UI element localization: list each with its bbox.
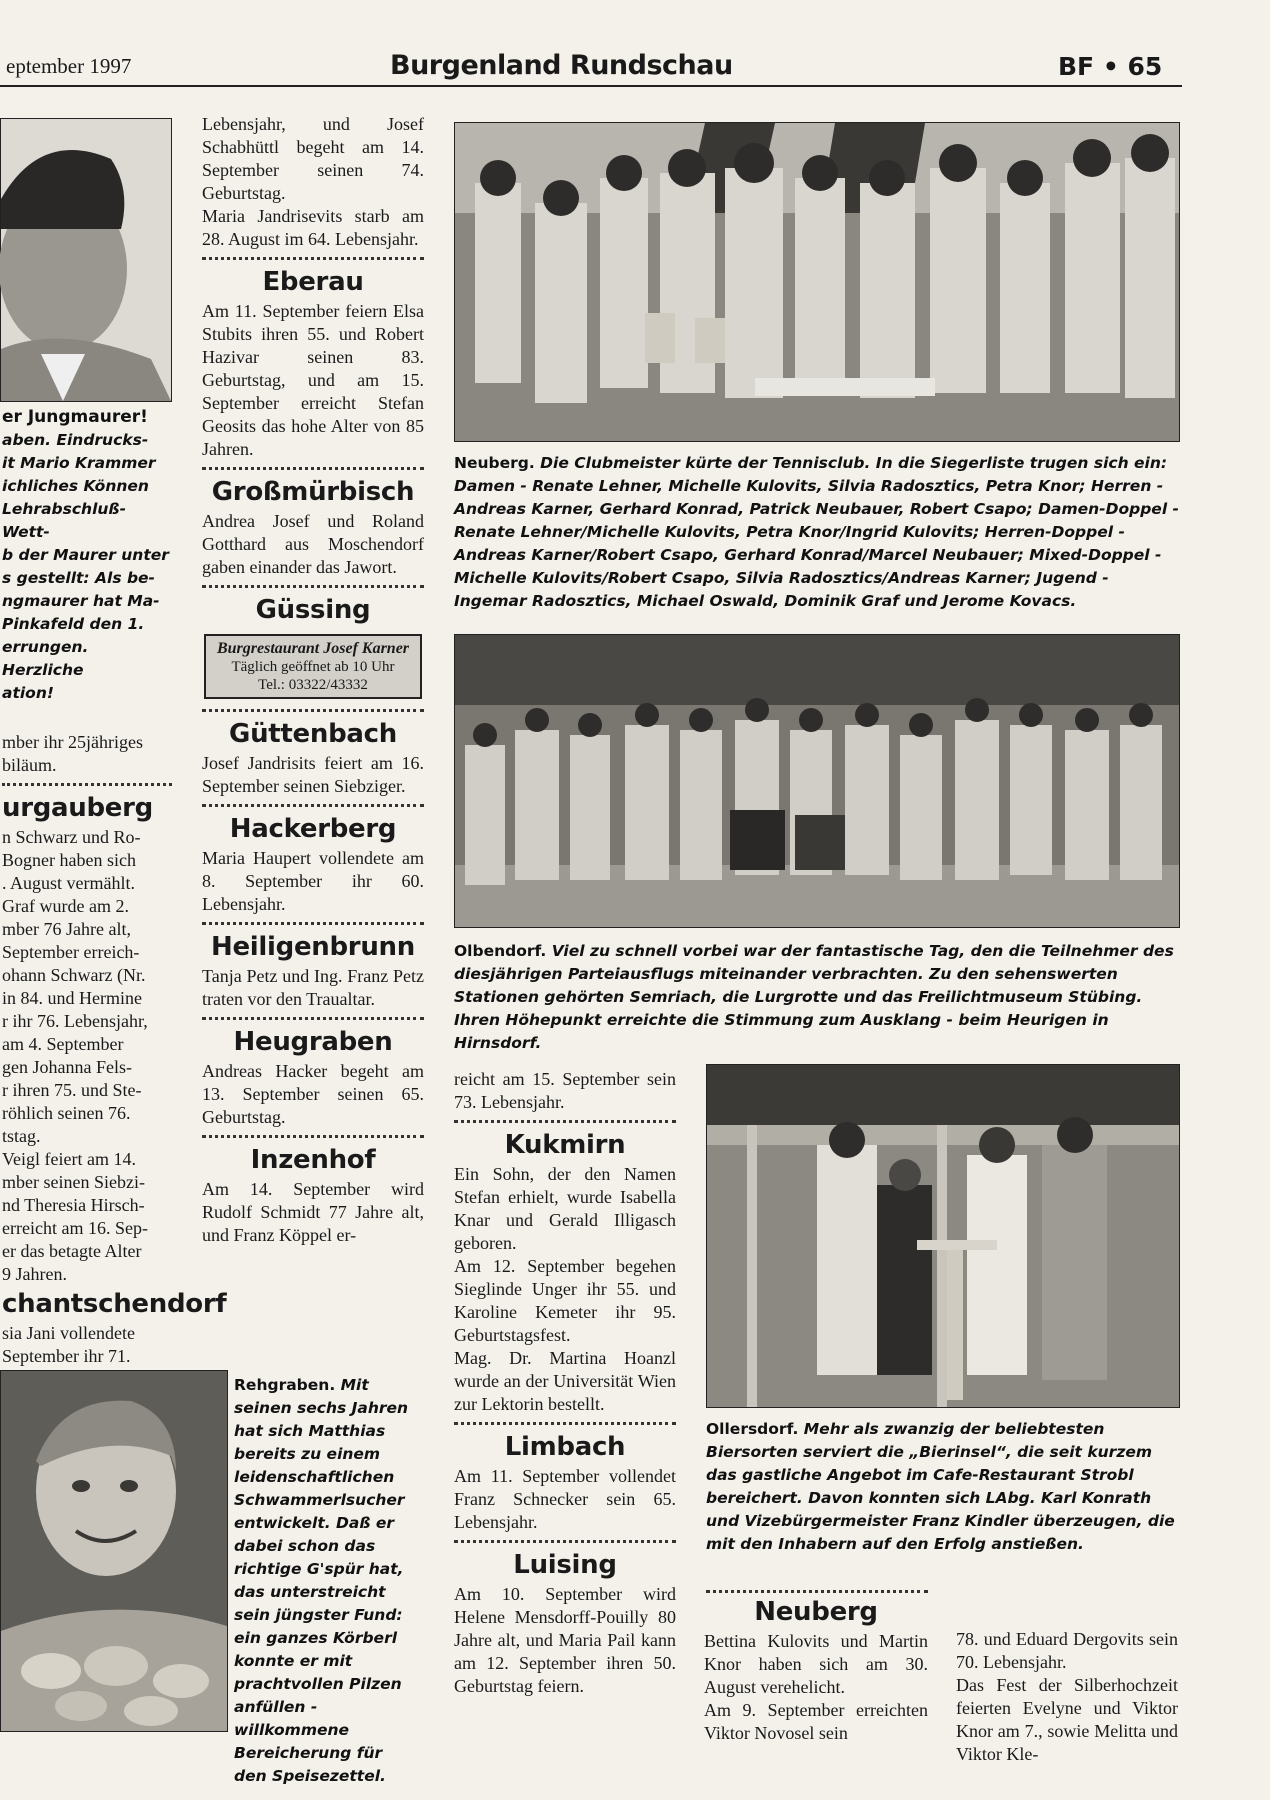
- divider: [2, 783, 172, 786]
- heading-heiligenbrunn: Heiligenbrunn: [211, 932, 415, 962]
- divider: [202, 709, 424, 712]
- text-inzenhof: Am 14. September wird Rudolf Schmidt 77 Jahre alt, und Franz Köppel er-: [202, 1179, 424, 1245]
- page-number: BF • 65: [1058, 52, 1163, 81]
- text-neuberg-d: Das Fest der Silberhochzeit feierten Evelyne und Viktor Knor am 7., sowie Melitta und Viktor Kle-: [956, 1675, 1178, 1764]
- heading-hackerberg: Hackerberg: [229, 814, 397, 844]
- divider: [202, 467, 424, 470]
- col3-intro: reicht am 15. September sein 73. Lebensjahr.: [454, 1069, 676, 1112]
- ad-hours: Täglich geöffnet ab 10 Uhr: [231, 659, 395, 675]
- text-kukmirn-3: Mag. Dr. Martina Hoanzl wurde an der Universität Wien zur Lektorin bestellt.: [454, 1348, 676, 1414]
- col2-intro-2: Maria Jandrisevits starb am 28. August im 64. Lebensjahr.: [202, 206, 424, 249]
- left-fragment-2: n Schwarz und Ro- Bogner haben sich . August vermählt. Graf wurde am 2. mber 76 Jahre alt, September erreich- ohann Schwarz (Nr. in 84. und Hermine r ihr 76. Lebensjahr, am 4. September gen Johanna Fels- r ihren 75. und Ste- röhlich seinen 76. tstag. Veigl feiert am 14. mber seinen Siebzi- nd Theresia Hirsch- erreicht am 16. Sep- er das betagte Alter 9 Jahren.: [2, 827, 148, 1284]
- text-guettenbach: Josef Jandrisits feiert am 16. September seinen Siebziger.: [202, 753, 424, 796]
- text-eberau: Am 11. September feiern Elsa Stubits ihren 55. und Robert Hazivar seinen 83. Geburtstag, und am 15. September erreicht Stefan Geosits das hohe Alter von 85 Jahren.: [202, 301, 424, 459]
- divider: [202, 1135, 424, 1138]
- text-kukmirn-2: Am 12. September begehen Sieglinde Unger ihr 55. und Karoline Kemeter ihr 95. Geburtstagsfest.: [454, 1256, 676, 1345]
- boy-with-mushrooms-photo: [0, 1370, 228, 1732]
- column-2: [202, 113, 424, 1348]
- header-rule: [0, 85, 1182, 87]
- caption-place-neuberg: Neuberg.: [454, 454, 535, 472]
- text-hackerberg: Maria Haupert vollendete am 8. September ihr 60. Lebensjahr.: [202, 848, 424, 914]
- divider: [454, 1120, 676, 1123]
- heading-kukmirn: Kukmirn: [504, 1130, 626, 1160]
- text-kukmirn-1: Ein Sohn, der den Namen Stefan erhielt, wurde Isabella Knar und Gerald Illigasch geboren.: [454, 1164, 676, 1253]
- heading-neuberg: Neuberg: [754, 1597, 878, 1627]
- left-fragment-1: mber ihr 25jähriges biläum.: [2, 732, 143, 775]
- header-date: eptember 1997: [6, 54, 132, 78]
- heading-limbach: Limbach: [504, 1432, 626, 1462]
- divider: [202, 257, 424, 260]
- left-caption-text: aben. Eindrucks- it Mario Krammer ichliches Können Lehrabschluß-Wett- b der Maurer unter s gestellt: Als be- ngmaurer hat Ma- Pinkafeld den 1. errungen. Herzliche ation!: [2, 431, 169, 702]
- caption-place-ollersdorf: Ollersdorf.: [706, 1420, 799, 1438]
- ad-title: Burgrestaurant Josef Karner: [216, 640, 410, 657]
- tennis-club-photo: [454, 122, 1180, 442]
- left-heading-1: urgauberg: [2, 793, 153, 823]
- divider: [202, 922, 424, 925]
- caption-text-olbendorf: Viel zu schnell vorbei war der fantastische Tag, den die Teilnehmer des diesjährigen Parteiausflugs miteinander verbrachten. Zu den sehenswerten Stationen gehörten Semriach, die Lurgrotte und das Freilichtmuseum Stübing. Ihren Höhepunkt erreichte die Stimmung zum Ausklang - beim Heurigen in Hirnsdorf.: [454, 942, 1174, 1052]
- caption-text-ollersdorf: Mehr als zwanzig der beliebtesten Biersorten serviert die „Bierinsel“, die seit kurzem das gastliche Angebot im Cafe-Restaurant Strobl bereichert. Davon konnten sich LAbg. Karl Konrath und Vizebürgermeister Franz Kindler überzeugen, die mit den Inhabern auf den Erfolg anstießen.: [706, 1420, 1175, 1553]
- text-neuberg-b: Am 9. September erreichten Viktor Novosel sein: [704, 1700, 928, 1743]
- heading-eberau: Eberau: [262, 267, 364, 297]
- text-grossmuerbisch: Andrea Josef und Roland Gotthard aus Moschendorf gaben einander das Jawort.: [202, 511, 424, 577]
- divider: [202, 585, 424, 588]
- neuberg-col-b: [956, 1628, 1178, 1764]
- neuberg-col-a: [704, 1594, 928, 1743]
- left-fragment-3: sia Jani vollendete September ihr 71.: [2, 1323, 135, 1366]
- bierinsel-photo: [706, 1064, 1180, 1408]
- col2-intro: Lebensjahr, und Josef Schabhüttl begeht am 14. September seinen 74. Geburtstag.: [202, 114, 424, 203]
- divider: [706, 1590, 928, 1593]
- caption-neuberg: [454, 452, 1180, 622]
- heading-heugraben: Heugraben: [233, 1027, 393, 1057]
- text-neuberg-c: 78. und Eduard Dergovits sein 70. Lebensjahr.: [956, 1629, 1178, 1672]
- masthead-title: Burgenland Rundschau: [390, 50, 733, 81]
- text-limbach: Am 11. September vollendet Franz Schnecker sein 65. Lebensjahr.: [454, 1466, 676, 1532]
- heading-guessing: Güssing: [255, 595, 371, 625]
- text-neuberg-a: Bettina Kulovits und Martin Knor haben sich am 30. August verehelicht.: [704, 1631, 928, 1697]
- group-excursion-photo: [454, 634, 1180, 928]
- left-caption-title: er Jungmaurer!: [2, 407, 148, 427]
- rehgraben-caption: [234, 1374, 420, 1785]
- caption-text-neuberg: Die Clubmeister kürte der Tennisclub. In die Siegerliste trugen sich ein: Damen - Renate Lehner, Michelle Kulovits, Silvia Radosztics, Petra Knor; Herren - Andreas Karner, Gerhard Konrad, Patrick Neubauer, Robert Csapo; Damen-Doppel - Renate Lehner/Michelle Kulovits, Petra Knor/Ingrid Kulovits; Herren-Doppel - Andreas Karner/Robert Csapo, Gerhard Konrad/Marcel Neubauer; Mixed-Doppel - Michelle Kulovits/Robert Csapo, Silvia Radosztics/Andreas Karner; Jugend - Ingemar Radosztics, Michael Oswald, Dominik Graf und Jerome Kovacs.: [454, 454, 1179, 610]
- text-luising: Am 10. September wird Helene Mensdorff-Pouilly 80 Jahre alt, und Maria Pail kann am 12. September ihren 50. Geburtstag feiern.: [454, 1584, 676, 1696]
- text-heugraben: Andreas Hacker begeht am 13. September seinen 65. Geburtstag.: [202, 1061, 424, 1127]
- divider: [454, 1540, 676, 1543]
- portrait-photo-mario-krammer: [0, 118, 172, 402]
- heading-grossmuerbisch: Großmürbisch: [211, 477, 415, 507]
- heading-guettenbach: Güttenbach: [229, 719, 397, 749]
- column-3: [454, 1068, 676, 1733]
- ad-phone: Tel.: 03322/43332: [258, 677, 368, 693]
- caption-text-rehgraben: Mit seinen sechs Jahren hat sich Matthias bereits zu einem leidenschaftlichen Schwammerlsucher entwickelt. Daß er dabei schon das richtige G'spür hat, das unterstreicht sein jüngster Fund: ein ganzes Körberl konnte er mit prachtvollen Pilzen anfüllen - willkommene Bereicherung für den Speisezettel.: [234, 1376, 409, 1785]
- left-column: [2, 406, 227, 1366]
- caption-ollersdorf: [706, 1418, 1182, 1568]
- caption-place-rehgraben: Rehgraben.: [234, 1376, 336, 1394]
- heading-inzenhof: Inzenhof: [250, 1145, 376, 1175]
- advertisement-burgrestaurant: [204, 634, 422, 699]
- divider: [202, 804, 424, 807]
- heading-luising: Luising: [513, 1550, 617, 1580]
- caption-place-olbendorf: Olbendorf.: [454, 942, 547, 960]
- divider: [454, 1422, 676, 1425]
- caption-olbendorf: [454, 940, 1180, 1052]
- left-heading-2: chantschendorf: [2, 1289, 227, 1319]
- divider: [202, 1017, 424, 1020]
- text-heiligenbrunn: Tanja Petz und Ing. Franz Petz traten vor den Traualtar.: [202, 966, 424, 1009]
